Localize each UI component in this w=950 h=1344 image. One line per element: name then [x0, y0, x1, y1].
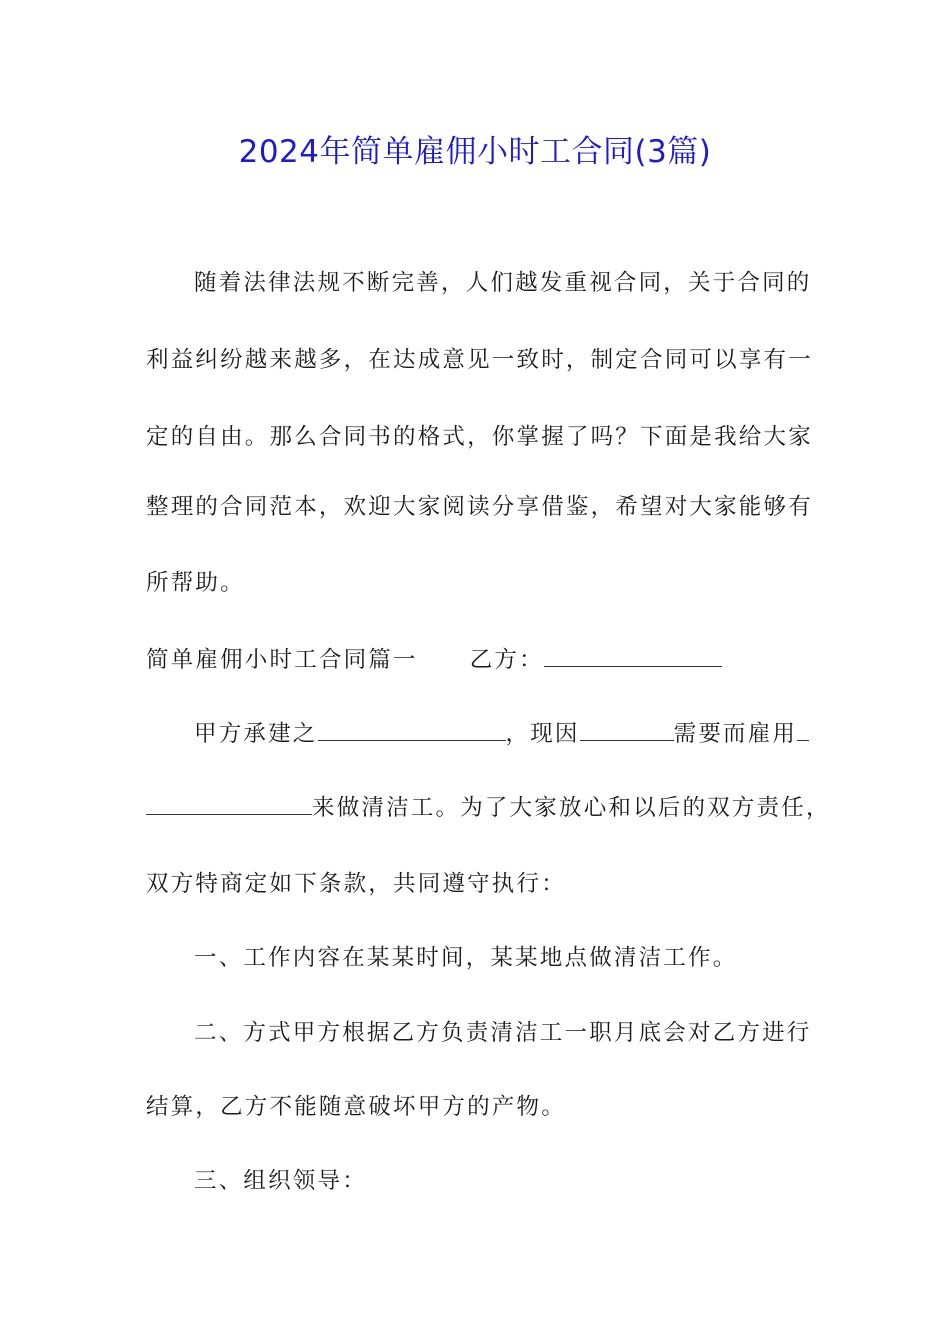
- clause-1: 一、工作内容在某某时间，某某地点做清洁工作。: [194, 945, 738, 971]
- intro-line-5: 所帮助。: [146, 570, 245, 596]
- intro-line-1: 随着法律法规不断完善，人们越发重视合同，关于合同的: [194, 270, 812, 296]
- project-blank: [318, 718, 506, 741]
- section-heading: 简单雇佣小时工合同篇一: [146, 647, 418, 673]
- party-a-prefix: 甲方承建之: [194, 721, 318, 747]
- party-a-mid2: 需要而雇用: [673, 721, 798, 747]
- party-a-line-2: [146, 791, 831, 825]
- reason-blank: [580, 718, 674, 741]
- section-heading-line: [146, 643, 826, 677]
- clause-2-line-2: 结算，乙方不能随意破坏甲方的产物。: [146, 1094, 566, 1120]
- intro-line-4: 整理的合同范本，欢迎大家阅读分享借鉴，希望对大家能够有: [146, 494, 813, 520]
- clause-2-line-1: 二、方式甲方根据乙方负责清洁工一职月底会对乙方进行: [194, 1020, 812, 1046]
- party-b-blank: [544, 644, 722, 667]
- party-a-cont: 来做清洁工。为了大家放心和以后的双方责任，: [312, 795, 831, 821]
- clause-3: 三、组织领导：: [194, 1168, 367, 1194]
- hire-blank: [146, 792, 312, 815]
- party-a-line: [146, 717, 874, 751]
- intro-line-3: 定的自由。那么合同书的格式，你掌握了吗？下面是我给大家: [146, 424, 813, 450]
- hire-blank-start: [797, 718, 809, 741]
- agreement-line: 双方特商定如下条款，共同遵守执行：: [146, 871, 566, 897]
- party-b-label: 乙方：: [469, 647, 544, 673]
- intro-line-2: 利益纠纷越来越多，在达成意见一致时，制定合同可以享有一: [146, 347, 813, 373]
- document-title: 2024年简单雇佣小时工合同(3篇): [238, 134, 712, 170]
- party-a-mid1: ，现因: [505, 721, 580, 747]
